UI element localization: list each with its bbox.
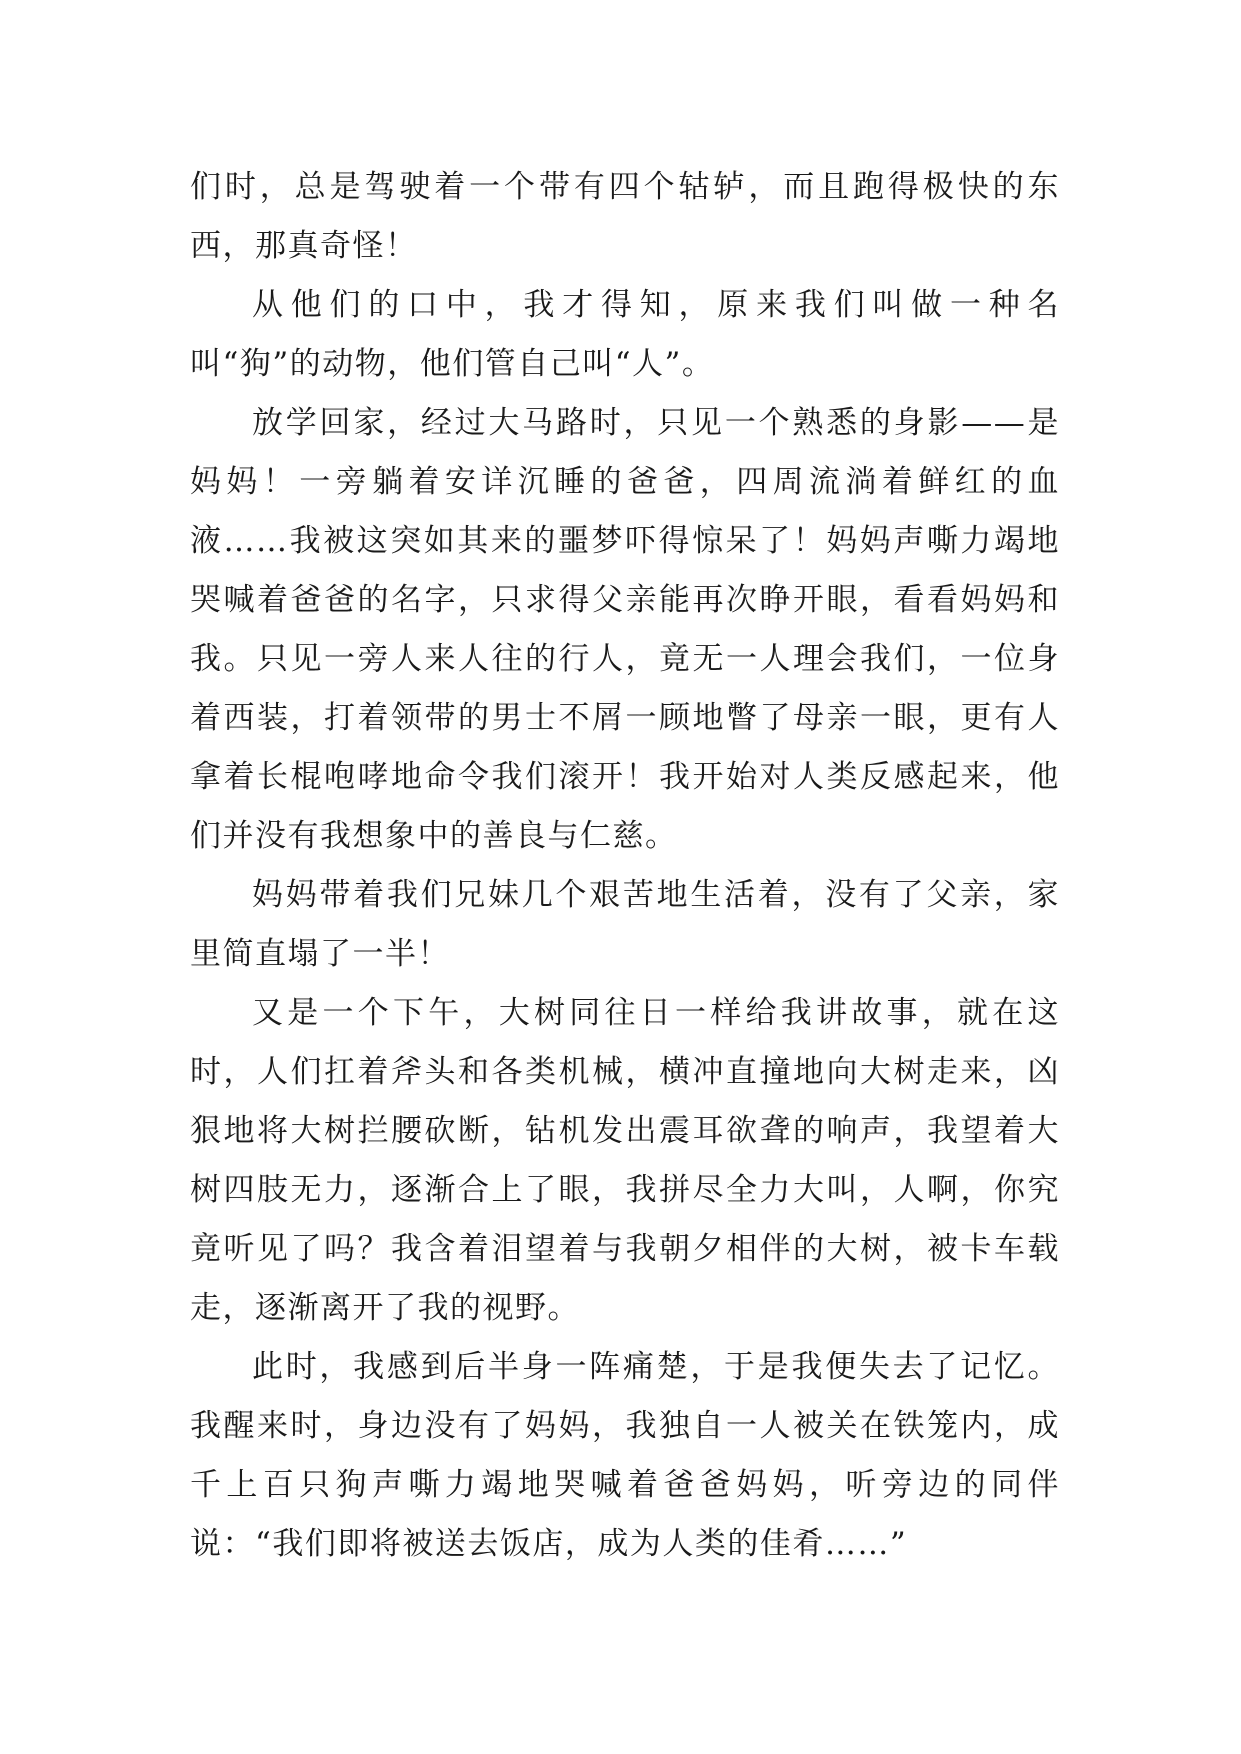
paragraph-1: 们时，总是驾驶着一个带有四个轱轳，而且跑得极快的东西，那真奇怪！ bbox=[190, 169, 1060, 264]
paragraph-6: 此时，我感到后半身一阵痛楚，于是我便失去了记忆。我醒来时，身边没有了妈妈，我独自一人被关在铁笼内，成千上百只狗声嘶力竭地哭喊着爸爸妈妈，听旁边的同伴说：“我们即将被送去饭店，成为人类的佳肴……” bbox=[190, 1349, 1060, 1562]
paragraph-4: 妈妈带着我们兄妹几个艰苦地生活着，没有了父亲，家里简直塌了一半！ bbox=[190, 877, 1060, 972]
document-page bbox=[190, 158, 1060, 1574]
paragraph-5: 又是一个下午，大树同往日一样给我讲故事，就在这时，人们扛着斧头和各类机械，横冲直撞地向大树走来，凶狠地将大树拦腰砍断，钻机发出震耳欲聋的响声，我望着大树四肢无力，逐渐合上了眼，我拼尽全力大叫，人啊，你究竟听见了吗？我含着泪望着与我朝夕相伴的大树，被卡车载走，逐渐离开了我的视野。 bbox=[190, 995, 1060, 1326]
paragraph-2: 从他们的口中，我才得知，原来我们叫做一种名叫“狗”的动物，他们管自己叫“人”。 bbox=[190, 287, 1060, 382]
paragraph-3: 放学回家，经过大马路时，只见一个熟悉的身影——是妈妈！一旁躺着安详沉睡的爸爸，四周流淌着鲜红的血液……我被这突如其来的噩梦吓得惊呆了！妈妈声嘶力竭地哭喊着爸爸的名字，只求得父亲能再次睁开眼，看看妈妈和我。只见一旁人来人往的行人，竟无一人理会我们，一位身着西装，打着领带的男士不屑一顾地瞥了母亲一眼，更有人拿着长棍咆哮地命令我们滚开！我开始对人类反感起来，他们并没有我想象中的善良与仁慈。 bbox=[190, 405, 1060, 854]
